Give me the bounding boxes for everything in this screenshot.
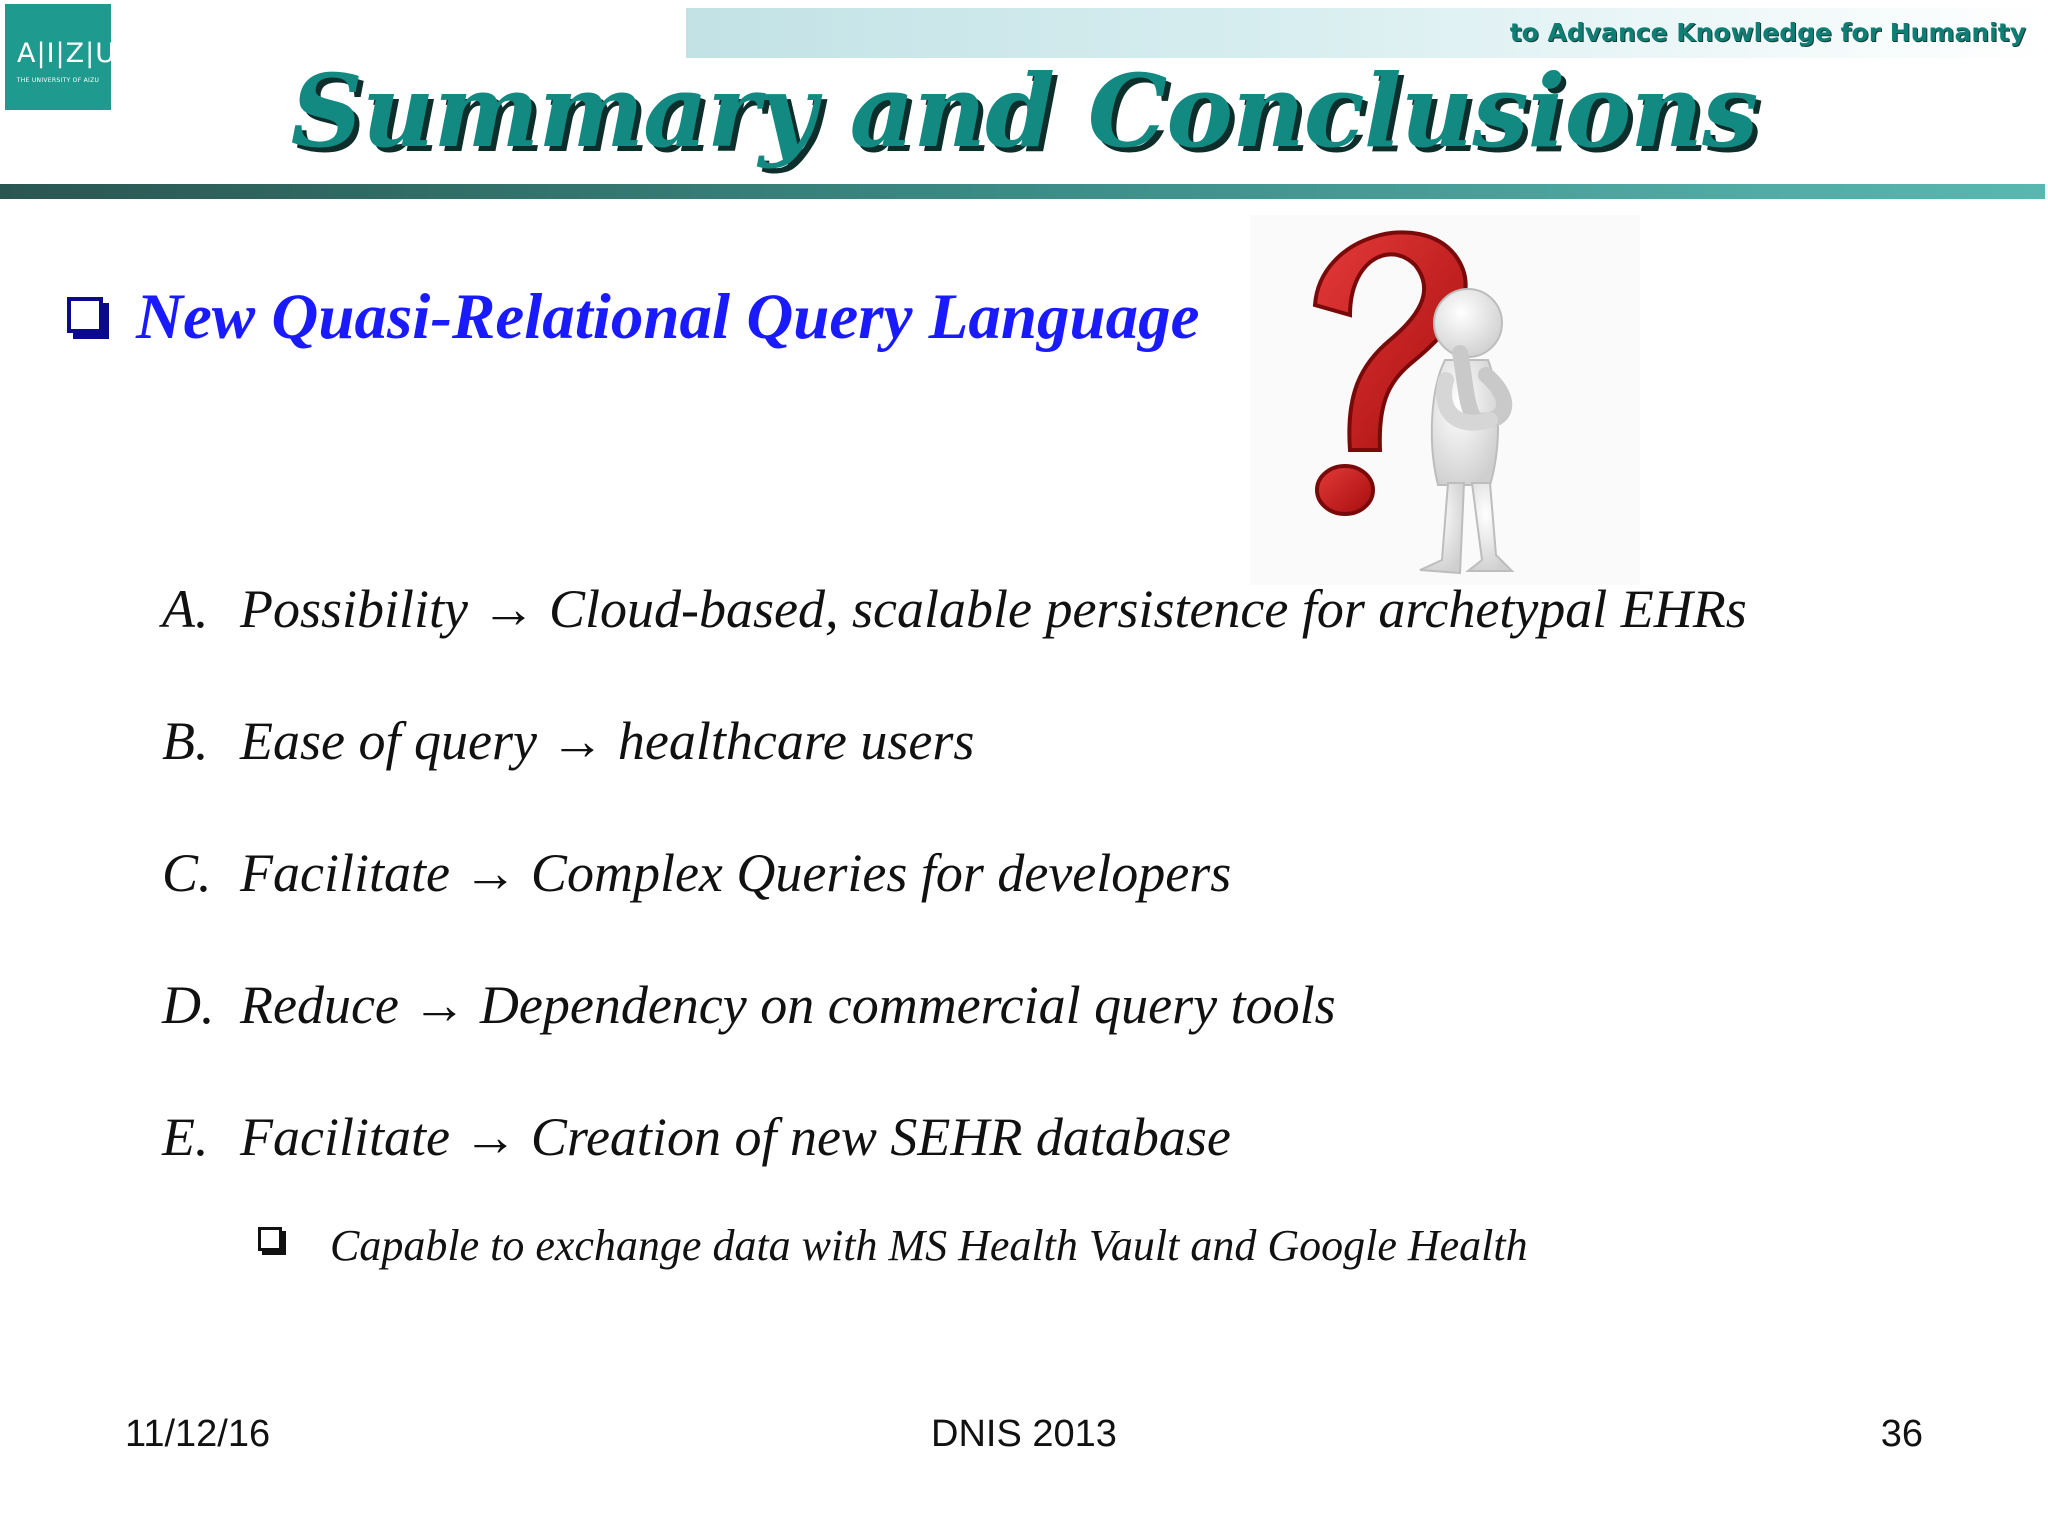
title-divider	[0, 184, 2045, 199]
checkbox-bullet-icon	[67, 297, 103, 333]
list-item-letter: E.	[162, 1107, 209, 1167]
list-item	[162, 1106, 1231, 1168]
question-mark-figure-icon	[1250, 215, 1640, 585]
list-item	[162, 842, 1231, 904]
slide-title: Summary and Conclusions	[290, 52, 1758, 170]
list-item-text: Ease of query → healthcare users	[240, 711, 975, 771]
sub-list-item: Capable to exchange data with MS Health Vault and Google Health	[330, 1221, 1528, 1270]
list-item-text: Reduce → Dependency on commercial query tools	[240, 975, 1336, 1035]
section-heading: New Quasi-Relational Query Language	[136, 281, 1200, 353]
list-item-letter: D.	[162, 975, 215, 1035]
list-item	[162, 974, 1336, 1036]
page-number: 36	[1880, 1413, 1923, 1455]
tagline: to Advance Knowledge for Humanity	[1509, 18, 2026, 47]
list-item-letter: C.	[162, 843, 212, 903]
list-item-text: Facilitate → Creation of new SEHR database	[240, 1107, 1231, 1167]
sub-checkbox-bullet-icon	[258, 1227, 282, 1251]
logo-mark: A|I|Z|U	[17, 38, 116, 69]
list-item-letter: A.	[162, 579, 209, 639]
list-item-text: Possibility → Cloud-based, scalable persistence for archetypal EHRs	[240, 579, 1747, 639]
list-item	[162, 578, 1747, 640]
list-item-letter: B.	[162, 711, 209, 771]
list-item	[162, 710, 974, 772]
footer-date: 11/12/16	[125, 1413, 271, 1455]
footer-event: DNIS 2013	[931, 1413, 1117, 1455]
list-item-text: Facilitate → Complex Queries for developers	[240, 843, 1232, 903]
logo-subtext: THE UNIVERSITY OF AIZU	[16, 77, 100, 84]
